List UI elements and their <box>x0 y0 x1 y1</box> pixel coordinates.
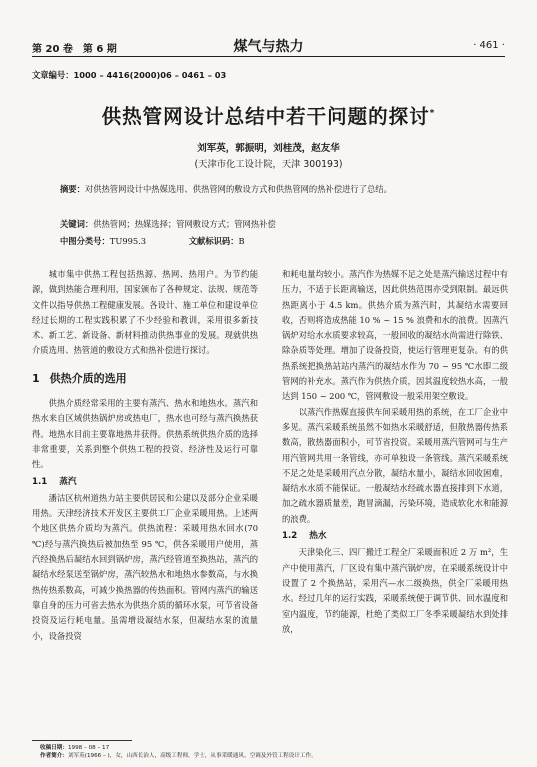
keywords-label: 关键词： <box>60 219 94 229</box>
subsection-heading-1-1 <box>32 475 258 490</box>
section-heading-1 <box>32 371 258 386</box>
keywords-text: 供热管网；热媒选择；管网敷设方式；管网热补偿 <box>93 219 276 229</box>
right-column <box>282 267 508 637</box>
journal-name: 煤气与热力 <box>233 39 304 55</box>
clc-label: 中图分类号： <box>60 236 110 246</box>
subsection-number: 1.1 <box>32 476 48 487</box>
subsection-number: 1.2 <box>282 531 298 542</box>
section1-paragraph: 供热介质经常采用的主要有蒸汽、热水和地热水。蒸汽和热水来自区域供热锅炉房或热电厂，热水也可经与蒸汽换热获得。地热水目前主要靠地热井获得。供热系统供热介质的选择非常重要，关系到整个供热工程的投资、经济性及运行可靠性。 <box>32 398 258 470</box>
footnote-received <box>40 744 109 752</box>
author-bio: 刘军英(1966 – )，女，山西长治人，高级工程师，学士，从事采暖通风、空调及外管工程设计工作。 <box>67 753 317 759</box>
intro-paragraph: 城市集中供热工程包括热源、热网、热用户。为节约能源，做到热能合理利用，国家颁布了各种规定、法规、规范等文件以指导供热工程健康发展。各设计、施工单位和建设单位经过长期的工程实践积累了不少经验和教训，采用很多新技术、新工艺、新设备、新材料推动供热事业的发展。现就供热介质选用、热管道的敷设方式和热补偿进行探讨。 <box>32 269 258 356</box>
steam-heating-paragraph: 以蒸汽作热媒直接供车间采暖用热的系统，在工厂企业中多见。蒸汽采暖系统虽然不如热水采暖舒适，但散热器传热系数高，散热器面积小，可节省投资。采暖用蒸汽管网可与生产用汽管网共用一条管线，亦可单独设一条管线。蒸汽采暖系统不足之处是采暖用汽点分散，凝结水量小，凝结水回收困难，凝结水水质不能保证。一般凝结水经疏水器直接排到下水道，加之疏水器质量差，跑冒滴漏，污染环境，造成软化水和能源的浪费。 <box>282 406 508 524</box>
continued-paragraph: 和耗电量均较小。蒸汽作为热媒不足之处是蒸汽输送过程中有压力，不适于长距离输送，因此供热范围亦受到限制。最远供热距离小于 4.5 km。供热介质为蒸汽时，其凝结水需要回收，否则将造成热能 10 % ~ 15 % 浪费和水的浪费。因蒸汽锅炉对给水水质要求较高，一般回收的凝结水尚需进行除铁、除杂质等处理。增加了设备投资，使运行管理更复杂。有的供热系统把换热站站内蒸汽的凝结水作为 70 ~ 95 ℃水即二级管网的补充水。蒸汽作为供热介质，因其温度较热水高，一般达到 150 ~ 200 ℃，管网敷设一般采用架空敷设。 <box>282 269 508 402</box>
abstract <box>60 182 480 197</box>
subsection-title: 蒸汽 <box>59 476 77 487</box>
page-number: · 461 · <box>473 40 505 51</box>
abstract-label: 摘要： <box>60 184 85 194</box>
title-text: 供热管网设计总结中若干问题的探讨 <box>101 105 430 128</box>
article-title <box>32 101 505 129</box>
section-number: 1 <box>32 371 40 385</box>
footnote-author <box>40 752 317 760</box>
abstract-text: 对供热管网设计中热媒选用、供热管网的敷设方式和供热管网的热补偿进行了总结。 <box>84 184 392 194</box>
classification <box>60 235 480 247</box>
authors: 刘军英，郭振明，刘桂茂，赵友华 <box>197 143 340 154</box>
running-header <box>32 38 505 57</box>
footnote-divider <box>32 740 132 741</box>
affiliation: (天津市化工设计院，天津 300193) <box>194 159 343 170</box>
doc-code-label: 文献标识码： <box>188 236 239 246</box>
section-title: 供热介质的选用 <box>49 371 127 385</box>
subsection1-1-paragraph: 潘沽区杭州道热力站主要供居民和公建以及部分企业采暖用热。天津经济技术开发区主要供工厂企业采暖用热。上述两个地区供热介质均为蒸汽。供热流程：采暖用热水回水(70 ℃)经与蒸汽换热后被加热至 95 ℃，供各采暖用户使用，蒸汽经换热后凝结水回到锅炉房，蒸汽经管道至换热站，蒸汽的凝结水经泵送至锅炉房，蒸汽较热水和地热水参数高，与水换热传热系数高，可减少换热器的传热面积。管网内蒸汽的输送靠自身的压力可省去热水为供热介质的循环水泵，可节省设备投资及运行耗电量。虽需增设凝结水泵，但凝结水泵的流量小，设备投资 <box>32 492 258 641</box>
clc-value: TU995.3 <box>109 236 147 246</box>
issue-label: 第 20 卷 第 6 期 <box>32 44 117 55</box>
title-footnote-mark: * <box>429 108 436 119</box>
received-date: 1998 – 08 – 17 <box>67 745 110 751</box>
subsection-title: 热水 <box>309 531 327 542</box>
left-column <box>32 267 258 644</box>
received-label: 收稿日期： <box>40 745 68 751</box>
author-bio-label: 作者简介： <box>40 753 68 759</box>
subsection1-2-paragraph: 天津染化三、四厂搬迁工程全厂采暖面积近 2 万 m²，生产中使用蒸汽，厂区设有集中蒸汽锅炉房，在采暖系统设计中设置了 2 个换热站，采用汽—水二级换热，供全厂采暖用热水。经过几年的运行实践，采暖系统便于调节供、回水温度和室内温度，节约能源，杜绝了类似工厂冬季采暖凝结水到处排放， <box>282 547 508 634</box>
keywords <box>60 218 480 230</box>
article-number: 文章编号：1000 – 4416(2000)06 – 0461 – 03 <box>32 70 227 80</box>
subsection-heading-1-2 <box>282 529 508 544</box>
doc-code-value: B <box>238 236 245 246</box>
